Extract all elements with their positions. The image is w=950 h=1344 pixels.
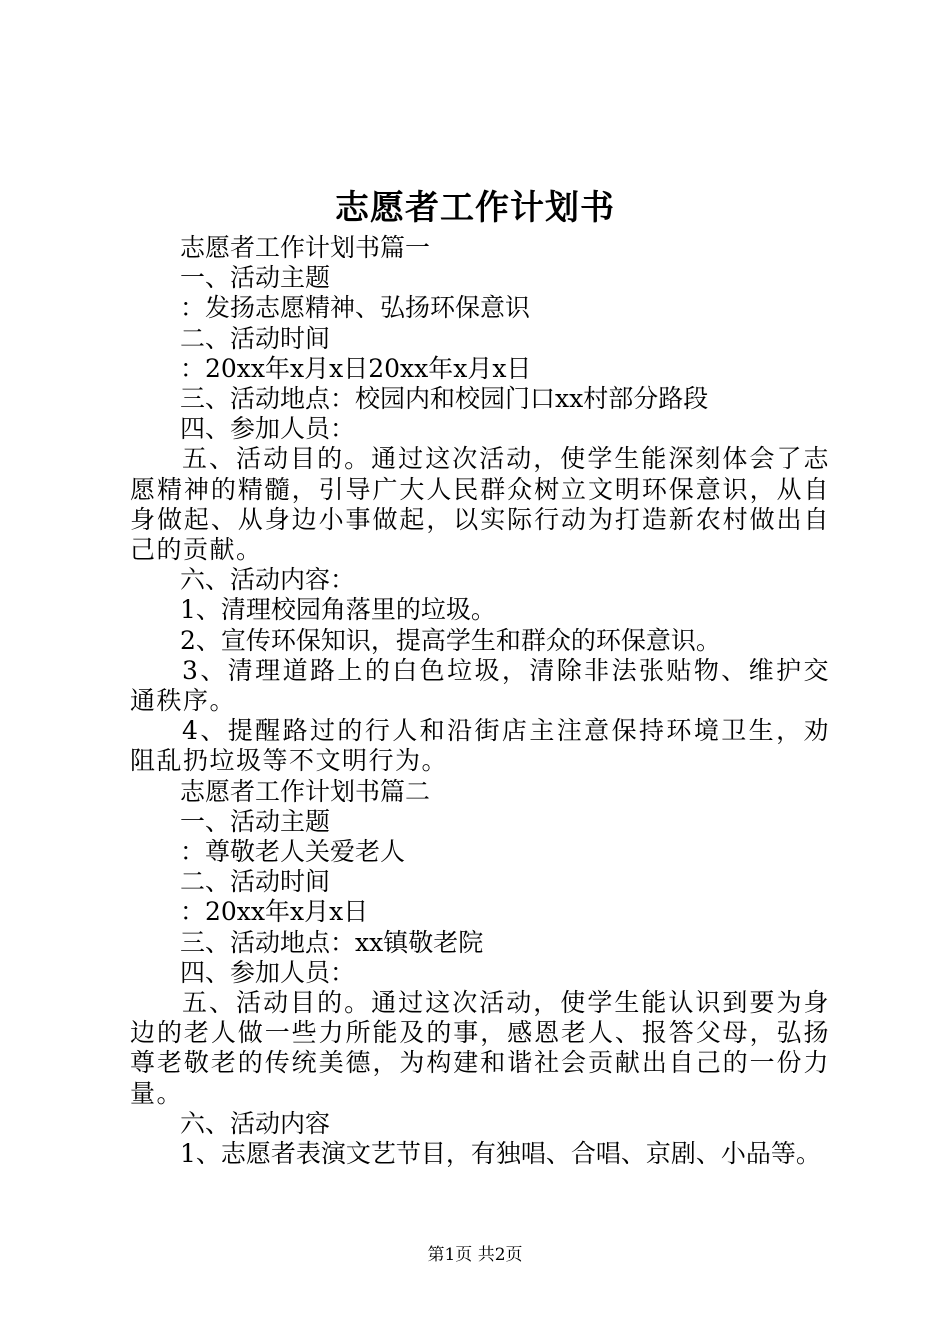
document-title: 志愿者工作计划书	[335, 188, 615, 228]
document-body	[130, 233, 830, 1169]
body-line: ：20xx年x月x日20xx年x月x日	[180, 353, 532, 383]
body-line: ：尊敬老人关爱老人	[180, 837, 406, 867]
body-line: 1、志愿者表演文艺节目，有独唱、合唱、京剧、小品等。	[180, 1139, 821, 1169]
body-line: 一、活动主题	[180, 263, 331, 293]
body-line: ：20xx年x月x日	[180, 897, 369, 927]
section-heading: 志愿者工作计划书篇一	[180, 233, 431, 262]
body-line: 六、活动内容	[180, 1108, 331, 1138]
body-line: ：发扬志愿精神、弘扬环保意识	[180, 293, 531, 323]
body-line: 一、活动主题	[180, 806, 331, 836]
body-line: 三、活动地点：xx镇敬老院	[180, 927, 484, 957]
body-line: 四、参加人员：	[180, 414, 356, 444]
page-footer: 第1页 共2页	[427, 1245, 523, 1265]
section-heading: 志愿者工作计划书篇二	[180, 776, 431, 806]
body-paragraph: 五、活动目的。通过这次活动，使学生能认识到要为身边的老人做一些力所能及的事，感恩老人、报答父母，弘扬尊老敬老的传统美德，为构建和谐社会贡献出自己的一份力量。	[130, 988, 830, 1108]
body-line: 二、活动时间	[180, 323, 331, 353]
body-line: 四、参加人员：	[180, 957, 356, 987]
body-line: 六、活动内容：	[180, 565, 356, 595]
body-line: 1、清理校园角落里的垃圾。	[180, 595, 496, 625]
body-paragraph: 3、清理道路上的白色垃圾，清除非法张贴物、维护交通秩序。	[130, 655, 830, 716]
body-line: 三、活动地点：校园内和校园门口xx村部分路段	[180, 384, 709, 414]
body-paragraph: 4、提醒路过的行人和沿街店主注意保持环境卫生，劝阻乱扔垃圾等不文明行为。	[130, 716, 830, 776]
body-line: 二、活动时间	[180, 867, 331, 897]
body-line: 2、宣传环保知识，提高学生和群众的环保意识。	[180, 625, 721, 655]
body-paragraph: 五、活动目的。通过这次活动，使学生能深刻体会了志愿精神的精髓，引导广大人民群众树立文明环保意识，从自身做起、从身边小事做起，以实际行动为打造新农村做出自己的贡献。	[130, 444, 830, 565]
